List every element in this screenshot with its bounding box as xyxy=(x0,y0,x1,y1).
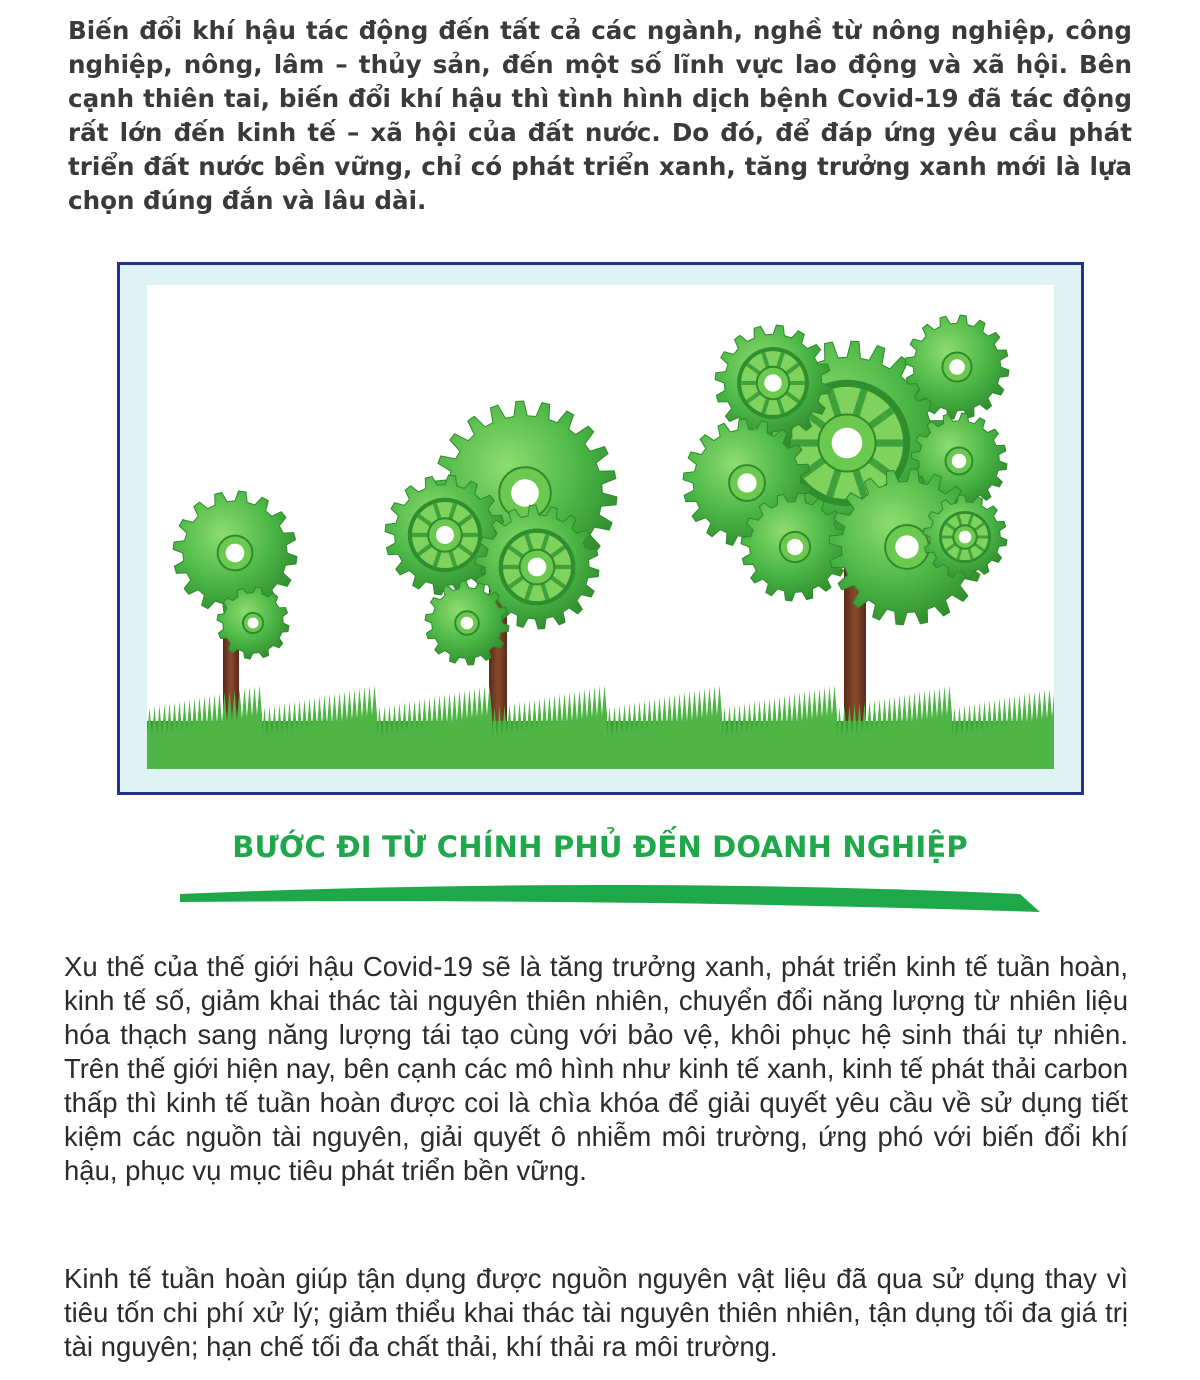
grass-strip xyxy=(147,685,1054,769)
title-underline-swoosh xyxy=(180,880,1040,916)
illustration-frame xyxy=(117,262,1084,795)
section-title: BƯỚC ĐI TỪ CHÍNH PHỦ ĐẾN DOANH NGHIỆP xyxy=(232,830,968,864)
grass-blades xyxy=(147,685,1054,769)
body-paragraph-2: Kinh tế tuần hoàn giúp tận dụng được nguồn nguyên vật liệu đã qua sử dụng thay vì tiêu tốn chi phí xử lý; giảm thiểu khai thác tài nguyên thiên nhiên, tận dụng tối đa giá trị tài nguyên; hạn chế tối đa chất thải, khí thải ra môi trường. xyxy=(64,1263,1128,1362)
intro-paragraph: Biến đổi khí hậu tác động đến tất cả các ngành, nghề từ nông nghiệp, công nghiệp, nông, lâm – thủy sản, đến một số lĩnh vực lao động và xã hội. Bên cạnh thiên tai, biến đổi khí hậu thì tình hình dịch bệnh Covid-19 đã tác động rất lớn đến kinh tế – xã hội của đất nước. Do đó, để đáp ứng yêu cầu phát triển đất nước bền vững, chỉ có phát triển xanh, tăng trưởng xanh mới là lựa chọn đúng đắn và lâu dài. xyxy=(68,16,1132,215)
gear-group xyxy=(173,315,1009,665)
gear-icon xyxy=(173,491,297,615)
gear-trees-svg xyxy=(147,285,1054,769)
gear-trees-illustration xyxy=(147,285,1054,769)
body-paragraph-1: Xu thế của thế giới hậu Covid-19 sẽ là tăng trưởng xanh, phát triển kinh tế tuần hoàn, kinh tế số, giảm khai thác tài nguyên thiên nhiên, chuyển đổi năng lượng từ nhiên liệu hóa thạch sang năng lượng tái tạo cùng với bảo vệ, khôi phục hệ sinh thái tự nhiên. Trên thế giới hiện nay, bên cạnh các mô hình như kinh tế xanh, kinh tế phát thải carbon thấp thì kinh tế tuần hoàn được coi là chìa khóa để giải quyết yêu cầu về sử dụng tiết kiệm các nguồn tài nguyên, giải quyết ô nhiễm môi trường, ứng phó với biến đổi khí hậu, phục vụ mục tiêu phát triển bền vững. xyxy=(64,951,1128,1186)
